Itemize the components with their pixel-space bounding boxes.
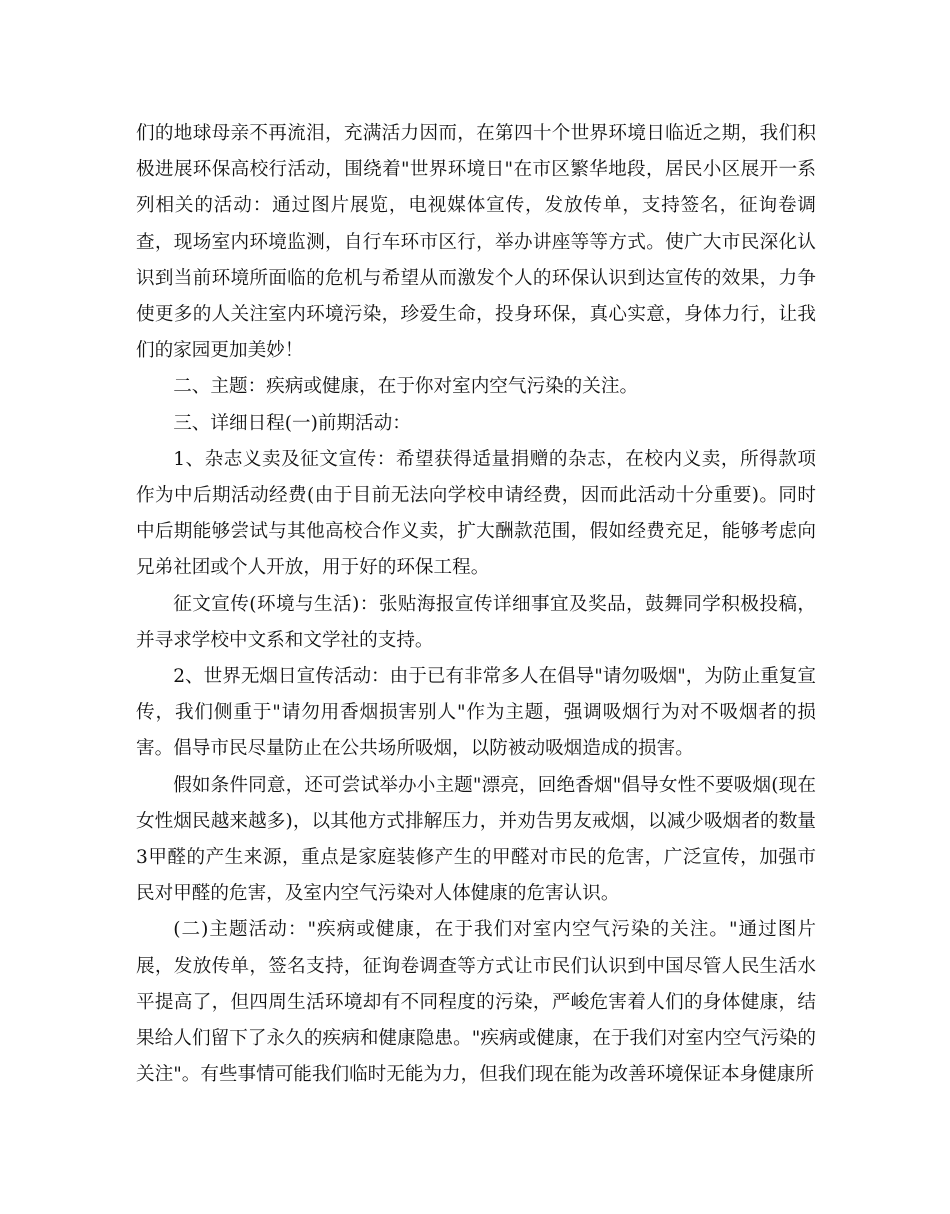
- document-body: [136, 116, 816, 1093]
- paragraph-5: 征文宣传(环境与生活)：张贴海报宣传详细事宜及奖品，鼓舞同学积极投稿，并寻求学校中文系和文学社的支持。: [136, 593, 816, 651]
- paragraph-3: 三、详细日程(一)前期活动：: [173, 412, 411, 434]
- paragraph-6: 2、世界无烟日宣传活动：由于已有非常多人在倡导"请勿吸烟"，为防止重复宣传，我们侧重于"请勿用香烟损害别人"作为主题，强调吸烟行为对不吸烟者的损害。倡导市民尽量防止在公共场所吸烟，以防被动吸烟造成的损害。: [136, 666, 816, 760]
- paragraph-4: 1、杂志义卖及征文宣传：希望获得适量捐赠的杂志，在校内义卖，所得款项作为中后期活动经费(由于目前无法向学校申请经费，因而此活动十分重要)。同时中后期能够尝试与其他高校合作义卖，扩大酬款范围，假如经费充足，能够考虑向兄弟社团或个人开放，用于好的环保工程。: [136, 448, 816, 579]
- paragraph-7: 假如条件同意，还可尝试举办小主题"漂亮，回绝香烟"倡导女性不要吸烟(现在女性烟民越来越多)，以其他方式排解压力，并劝告男友戒烟，以减少吸烟者的数量3甲醛的产生来源，重点是家庭装修产生的甲醛对市民的危害，广泛宣传，加强市民对甲醛的危害，及室内空气污染对人体健康的危害认识。: [136, 774, 816, 905]
- paragraph-1: 们的地球母亲不再流泪，充满活力因而，在第四十个世界环境日临近之期，我们积极进展环保高校行活动，围绕着"世界环境日"在市区繁华地段，居民小区展开一系列相关的活动：通过图片展览，电视媒体宣传，发放传单，支持签名，征询卷调查，现场室内环境监测，自行车环市区行，举办讲座等等方式。使广大市民深化认识到当前环境所面临的危机与希望从而激发个人的环保认识到达宣传的效果，力争使更多的人关注室内环境污染，珍爱生命，投身环保，真心实意，身体力行，让我们的家园更加美妙！: [136, 123, 816, 362]
- paragraph-2: 二、主题：疾病或健康，在于你对室内空气污染的关注。: [173, 376, 639, 398]
- paragraph-8: (二)主题活动："疾病或健康，在于我们对室内空气污染的关注。"通过图片展，发放传单，签名支持，征询卷调查等方式让市民们认识到中国尽管人民生活水平提高了，但四周生活环境却有不同程度的污染，严峻危害着人们的身体健康，结果给人们留下了永久的疾病和健康隐患。"疾病或健康，在于我们对室内空气污染的关注"。有些事情可能我们临时无能为力，但我们现在能为改善环境保证本身健康所: [136, 919, 816, 1086]
